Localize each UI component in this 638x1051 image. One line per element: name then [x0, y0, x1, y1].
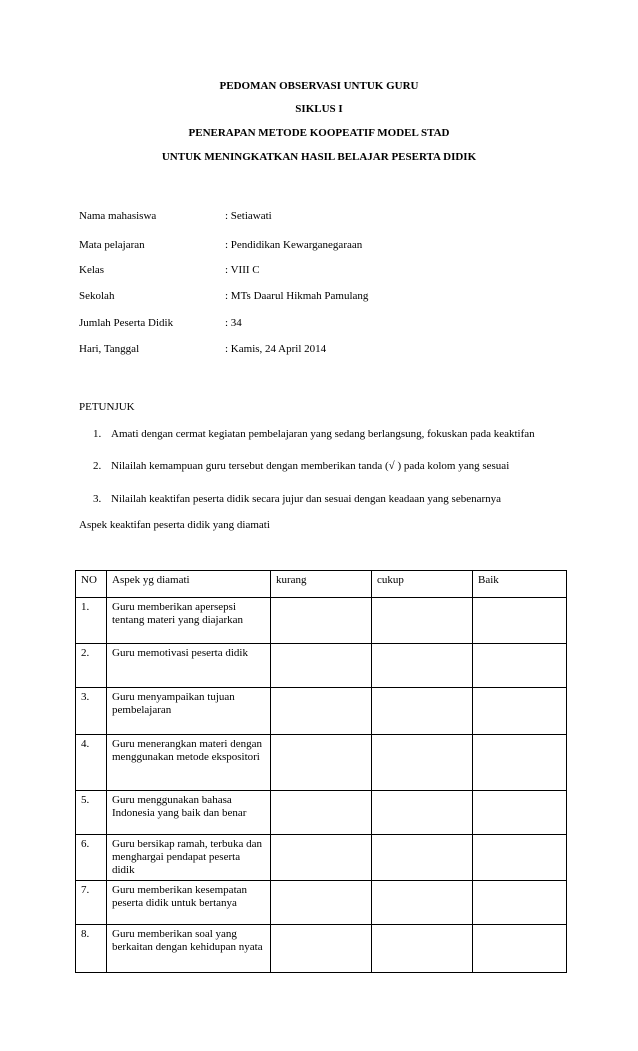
cell-cukup[interactable] [372, 835, 473, 881]
table-row [76, 735, 567, 791]
cell-kurang[interactable] [271, 644, 372, 688]
cell-cukup[interactable] [372, 735, 473, 791]
info-row-mapel [79, 239, 559, 255]
aspek-heading: Aspek keaktifan peserta didik yang diamati [79, 519, 270, 531]
header-baik: Baik [473, 571, 567, 598]
info-label: Nama mahasiswa [79, 210, 157, 222]
info-value: : MTs Daarul Hikmah Pamulang [225, 290, 369, 302]
petunjuk-heading: PETUNJUK [79, 401, 135, 413]
cell-kurang[interactable] [271, 735, 372, 791]
info-value: : Pendidikan Kewarganegaraan [225, 239, 363, 251]
observation-table [75, 570, 567, 973]
row-aspek: Guru memberikan apersepsi tentang materi yang diajarkan [107, 598, 271, 644]
cell-cukup[interactable] [372, 688, 473, 735]
row-aspek: Guru menyampaikan tujuan pembelajaran [107, 688, 271, 735]
header-kurang: kurang [271, 571, 372, 598]
row-aspek: Guru bersikap ramah, terbuka dan menghargai pendapat peserta didik [107, 835, 271, 881]
info-label: Jumlah Peserta Didik [79, 317, 174, 329]
cell-baik[interactable] [473, 791, 567, 835]
info-row-nama [79, 210, 559, 226]
row-number: 7. [76, 881, 107, 925]
row-aspek: Guru memotivasi peserta didik [107, 644, 271, 688]
table-row [76, 644, 567, 688]
row-number: 3. [76, 688, 107, 735]
row-number: 2. [76, 644, 107, 688]
title-line-1: PEDOMAN OBSERVASI UNTUK GURU [219, 80, 419, 92]
row-aspek: Guru memberikan kesempatan peserta didik untuk bertanya [107, 881, 271, 925]
instruction-text: Amati dengan cermat kegiatan pembelajaran yang sedang berlangsung, fokuskan pada keaktifan [111, 428, 535, 440]
info-value: : 34 [225, 317, 242, 329]
cell-baik[interactable] [473, 598, 567, 644]
cell-cukup[interactable] [372, 644, 473, 688]
table-row [76, 881, 567, 925]
info-label: Mata pelajaran [79, 239, 145, 251]
cell-kurang[interactable] [271, 598, 372, 644]
cell-kurang[interactable] [271, 791, 372, 835]
cell-kurang[interactable] [271, 688, 372, 735]
row-number: 8. [76, 925, 107, 973]
info-label: Kelas [79, 264, 105, 276]
row-number: 1. [76, 598, 107, 644]
info-label: Sekolah [79, 290, 115, 302]
row-aspek: Guru menggunakan bahasa Indonesia yang baik dan benar [107, 791, 271, 835]
row-number: 5. [76, 791, 107, 835]
cell-kurang[interactable] [271, 835, 372, 881]
table-row [76, 835, 567, 881]
cell-kurang[interactable] [271, 881, 372, 925]
cell-baik[interactable] [473, 881, 567, 925]
row-aspek: Guru menerangkan materi dengan menggunakan metode ekspositori [107, 735, 271, 791]
info-label: Hari, Tanggal [79, 343, 140, 355]
row-aspek: Guru memberikan soal yang berkaitan dengan kehidupan nyata [107, 925, 271, 973]
cell-baik[interactable] [473, 835, 567, 881]
cell-baik[interactable] [473, 688, 567, 735]
cell-kurang[interactable] [271, 925, 372, 973]
instruction-item [79, 458, 559, 490]
table-row [76, 688, 567, 735]
table-row [76, 925, 567, 973]
info-row-jumlah [79, 317, 559, 333]
row-number: 6. [76, 835, 107, 881]
cell-baik[interactable] [473, 735, 567, 791]
info-row-tanggal [79, 343, 559, 359]
table-row [76, 598, 567, 644]
cell-cukup[interactable] [372, 791, 473, 835]
cell-cukup[interactable] [372, 881, 473, 925]
title-line-2: SIKLUS I [295, 103, 343, 115]
instruction-number: 3. [93, 493, 102, 505]
instruction-text: Nilailah kemampuan guru tersebut dengan memberikan tanda (√ ) pada kolom yang sesuai [111, 460, 510, 472]
title-line-4: UNTUK MENINGKATKAN HASIL BELAJAR PESERTA DIDIK [161, 151, 477, 163]
info-row-sekolah [79, 290, 559, 306]
table-row [76, 791, 567, 835]
cell-baik[interactable] [473, 644, 567, 688]
instruction-text: Nilailah keaktifan peserta didik secara jujur dan sesuai dengan keadaan yang sebenarnya [111, 493, 502, 505]
instruction-item [79, 491, 559, 507]
header-aspek: Aspek yg diamati [107, 571, 271, 598]
info-row-kelas [79, 264, 559, 280]
cell-cukup[interactable] [372, 925, 473, 973]
cell-cukup[interactable] [372, 598, 473, 644]
info-value: : VIII C [225, 264, 260, 276]
row-number: 4. [76, 735, 107, 791]
header-no: NO [76, 571, 107, 598]
table-header-row [76, 571, 567, 598]
info-value: : Kamis, 24 April 2014 [225, 343, 327, 355]
instruction-number: 1. [93, 428, 102, 440]
cell-baik[interactable] [473, 925, 567, 973]
info-value: : Setiawati [225, 210, 272, 222]
title-line-3: PENERAPAN METODE KOOPEATIF MODEL STAD [188, 127, 450, 139]
instruction-item [79, 426, 559, 458]
header-cukup: cukup [372, 571, 473, 598]
instruction-number: 2. [93, 460, 102, 472]
